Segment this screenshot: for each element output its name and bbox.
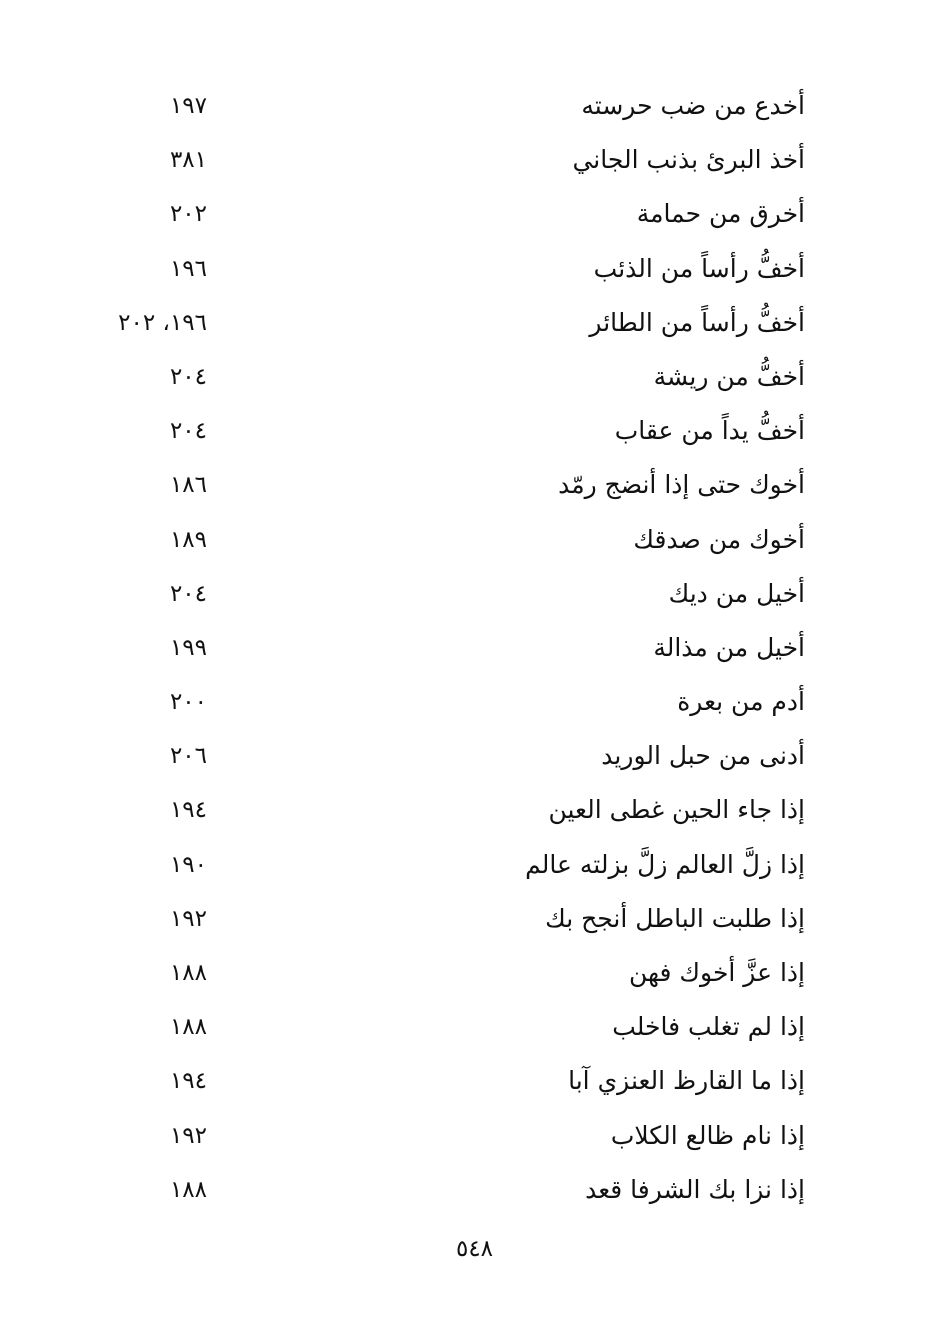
page-reference: ١٨٨	[169, 960, 207, 986]
list-item	[90, 1110, 810, 1164]
list-item	[90, 1164, 810, 1218]
list-item	[90, 622, 810, 676]
proverb-text: إذا زلَّ العالم زلَّ بزلته عالم	[525, 849, 805, 879]
proverb-text: أخوك حتى إذا أنضج رمّد	[558, 470, 805, 500]
proverb-text: أخفُّ رأساً من الذئب	[593, 253, 805, 283]
proverb-text: أدم من بعرة	[677, 687, 805, 717]
page-reference: ٢٠٢	[169, 201, 207, 228]
proverb-text: أخدع من ضب حرسته	[581, 91, 805, 120]
page-reference: ٣٨١	[169, 147, 207, 174]
page-reference: ٢٠٤	[169, 580, 207, 607]
list-item	[90, 893, 810, 947]
page-reference: ١٨٨	[169, 1176, 207, 1203]
page-reference: ١٩٤	[169, 797, 207, 824]
page-reference: ١٨٩	[169, 526, 207, 553]
list-item	[90, 676, 810, 730]
proverb-text: أدنى من حبل الوريد	[601, 741, 805, 771]
page-reference: ١٩٠	[169, 851, 207, 878]
proverb-text: إذا نزا بك الشرفا قعد	[585, 1174, 805, 1204]
list-item	[90, 134, 810, 188]
proverb-text: أخفُّ من ريشة	[653, 361, 805, 391]
list-item	[90, 188, 810, 242]
list-item	[90, 243, 810, 297]
list-item	[90, 568, 810, 622]
proverb-text: أخوك من صدقك	[633, 524, 805, 554]
list-item	[90, 1055, 810, 1109]
list-item	[90, 1001, 810, 1055]
page-reference: ١٩٦	[169, 255, 207, 282]
proverb-text: أخفُّ رأساً من الطائر	[589, 307, 805, 337]
proverb-text: أخيل من مذالة	[653, 632, 805, 662]
proverb-text: إذا نام ظالع الكلاب	[610, 1120, 805, 1150]
proverb-text: أخذ البرئ بذنب الجاني	[572, 145, 805, 175]
page-reference: ١٨٨	[169, 1014, 207, 1041]
list-item	[90, 839, 810, 893]
proverb-index-list	[90, 80, 810, 1218]
proverb-text: إذا عزَّ أخوك فهن	[628, 958, 805, 987]
proverb-text: أخيل من ديك	[668, 578, 805, 608]
list-item	[90, 514, 810, 568]
proverb-text: إذا ما القارظ العنزي آبا	[568, 1066, 805, 1096]
list-item	[90, 730, 810, 784]
page-reference: ٢٠٤	[169, 363, 207, 390]
proverb-text: أخفُّ يداً من عقاب	[614, 416, 805, 446]
list-item	[90, 80, 810, 134]
proverb-text: إذا طلبت الباطل أنجح بك	[545, 903, 805, 933]
page-number: ٥٤٨	[455, 1236, 494, 1262]
list-item	[90, 459, 810, 513]
proverb-text: أخرق من حمامة	[636, 199, 805, 229]
page-reference: ١٩٩	[169, 634, 207, 661]
proverb-text: إذا جاء الحين غطى العين	[548, 795, 805, 825]
list-item	[90, 351, 810, 405]
page-reference: ١٩٢	[169, 1122, 207, 1149]
page-reference: ١٩٧	[169, 93, 207, 119]
page-reference: ١٩٦، ٢٠٢	[118, 309, 207, 336]
page-reference: ٢٠٠	[169, 689, 207, 716]
list-item	[90, 947, 810, 1001]
page-reference: ٢٠٤	[169, 418, 207, 445]
list-item	[90, 297, 810, 351]
list-item	[90, 784, 810, 838]
page-reference: ١٩٤	[169, 1068, 207, 1095]
page-reference: ١٨٦	[169, 472, 207, 499]
proverb-text: إذا لم تغلب فاخلب	[612, 1012, 805, 1042]
list-item	[90, 405, 810, 459]
page-reference: ١٩٢	[169, 905, 207, 932]
page-reference: ٢٠٦	[169, 743, 207, 770]
